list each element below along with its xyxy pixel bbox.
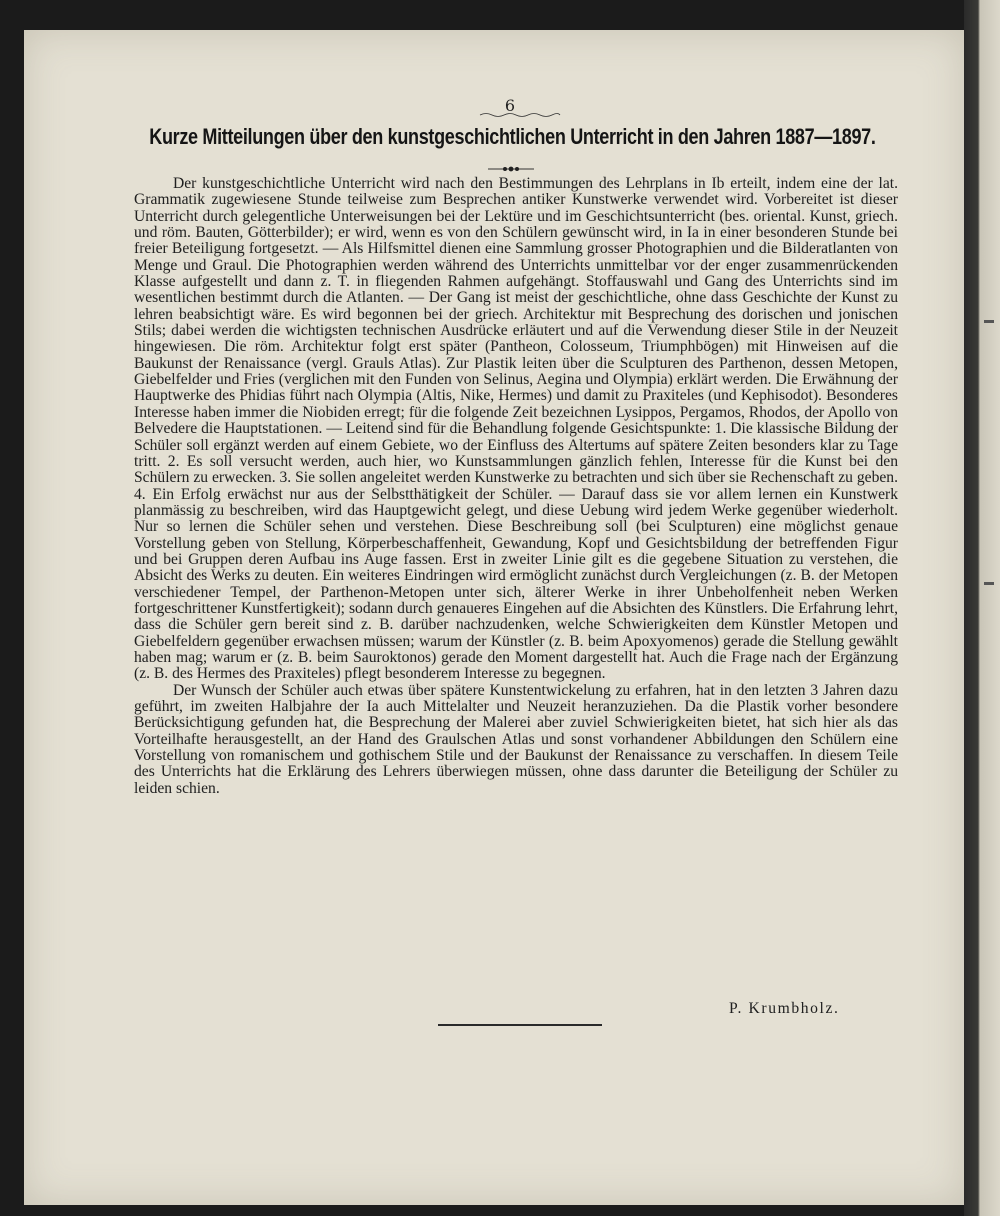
edge-mark (984, 582, 994, 585)
author-signature: P. Krumbholz. (729, 1000, 840, 1017)
closing-rule (438, 1024, 602, 1026)
paragraph: Der Wunsch der Schüler auch etwas über spätere Kunstentwickelung zu erfahren, hat in den letzten 3 Jahren dazu geführt, im zweiten Halbjahre der Ia auch Mittelalter und Neuzeit heranzuziehen. Da die Plastik vorher besondere Berücksichtigung gefunden hat, die Besprechung der Malerei aber zuviel Schwierigkeiten bietet, hat sich hier als das Vorteilhafte herausgestellt, an der Hand des Graulschen Atlas und sonst vorhandener Abbildungen den Schülern eine Vorstellung von romanischem und gothischem Stile und der Baukunst der Renaissance zu verschaffen. In diesem Teile des Unterrichts hat die Erklärung des Lehrers überwiegen müssen, ohne dass darunter die Beteiligung der Schüler zu leiden schien. (134, 681, 898, 797)
title-ornament (488, 166, 534, 172)
page-title: Kurze Mitteilungen über den kunstgeschichtlichen Unterricht in den Jahren 1887—1897. (149, 124, 876, 149)
paragraph: Der kunstgeschichtliche Unterricht wird nach den Bestimmungen des Lehrplans in Ib erteilt, indem eine der lat. Grammatik zugewiesene Stunde teilweise zum Besprechen antiker Kunstwerke verwendet wird. Vorbereitet ist dieser Unterricht durch gelegentliche Unterweisungen bei der Lektüre und im Geschichtsunterricht (bes. oriental. Kunst, griech. und röm. Bauten, Götterbilder); er wird, wenn es von den Schülern gewünscht wird, in Ia in einer besonderen Stunde bei freier Beteiligung fortgesetzt. — Als Hilfsmittel dienen eine Sammlung grosser Photographien und die Bilderatlanten von Menge und Graul. Die Photographien werden während des Unterrichts unmittelbar vor der enger zusammenrückenden Klasse aufgestellt und dann z. T. in fliegenden Rahmen aufgehängt. Stoffauswahl und Gang des Unterrichts sind im wesentlichen bestimmt durch die Atlanten. — Der Gang ist meist der geschichtliche, ohne dass Geschichte der Kunst zu lehren beabsichtigt wäre. Es wird begonnen bei der griech. Architektur mit Besprechung des dorischen und jonischen Stils; dabei werden die wichtigsten technischen Ausdrücke erläutert und auf die Verwendung dieser Stile in der Neuzeit hingewiesen. Die röm. Architektur folgt erst später (Pantheon, Colosseum, Triumphbögen) mit Hinweisen auf die Baukunst der Renaissance (vergl. Grauls Atlas). Zur Plastik leiten über die Sculpturen des Parthenon, dessen Metopen, Giebelfelder und Fries (verglichen mit den Funden von Selinus, Aegina und Olympia) erklärt werden. Die Erwähnung der Hauptwerke des Phidias führt nach Olympia (Altis, Nike, Hermes) und damit zu Praxiteles (und Kephisodot). Besonderes Interesse haben immer die Niobiden erregt; für die folgende Zeit bezeichnen Lysippos, Pergamos, Rhodos, der Apollo von Belvedere die Hauptstationen. — Leitend sind für die Behandlung folgende Gesichtspunkte: 1. Die klassische Bildung der Schüler soll ergänzt werden auf einem Gebiete, wo der Einfluss des Altertums auf spätere Zeiten besonders klar zu Tage tritt. 2. Es soll versucht werden, auch hier, wo Kunstsammlungen gänzlich fehlen, Interesse für die Kunst bei den Schülern zu erwecken. 3. Sie sollen angeleitet werden Kunstwerke zu betrachten und sich über sie Rechenschaft zu geben. 4. Ein Erfolg erwächst nur aus der Selbstthätigkeit der Schüler. — Darauf dass sie vor allem lernen ein Kunstwerk planmässig zu beschreiben, wird das Hauptgewicht gelegt, und diese Uebung wird jedem Werke gegenüber wiederholt. Nur so lernen die Schüler sehen und verstehen. Diese Beschreibung soll (bei Sculpturen) eine möglichst genaue Vorstellung geben von Stellung, Körperbeschaffenheit, Gewandung, Kopf und Gesichtsbildung der betreffenden Figur und bei Gruppen deren Aufbau ins Auge fassen. Erst in zweiter Linie gilt es die gegebene Situation zu verstehen, die Absicht des Werks zu deuten. Ein weiteres Eindringen wird ermöglicht zunächst durch Vergleichungen (z. B. der Metopen verschiedener Tempel, der Parthenon-Metopen unter sich, älterer Werke in ihrer Unbeholfenheit neben Werken fortgeschrittener Kunstfertigkeit); sodann durch genaueres Eingehen auf die Absichten des Künstlers. Die Erfahrung lehrt, dass die Schüler gern bereit sind z. B. darüber nachzudenken, welche Schwierigkeiten dem Künstler Metopen und Giebelfeldern gegenüber erwachsen müssen; warum der Künstler (z. B. beim Apoxyomenos) gerade die Stellung gewählt haben mag; warum er (z. B. beim Sauroktonos) gerade den Moment dargestellt hat. Auch die Frage nach der Ergänzung (z. B. des Hermes des Praxiteles) pflegt besonderem Interesse zu begegnen. (134, 175, 898, 683)
adjacent-page-edge (964, 0, 1000, 1216)
article-body (134, 176, 898, 797)
page-number-flourish (478, 112, 562, 118)
edge-mark (984, 320, 994, 323)
page-number: 6 (504, 96, 516, 115)
